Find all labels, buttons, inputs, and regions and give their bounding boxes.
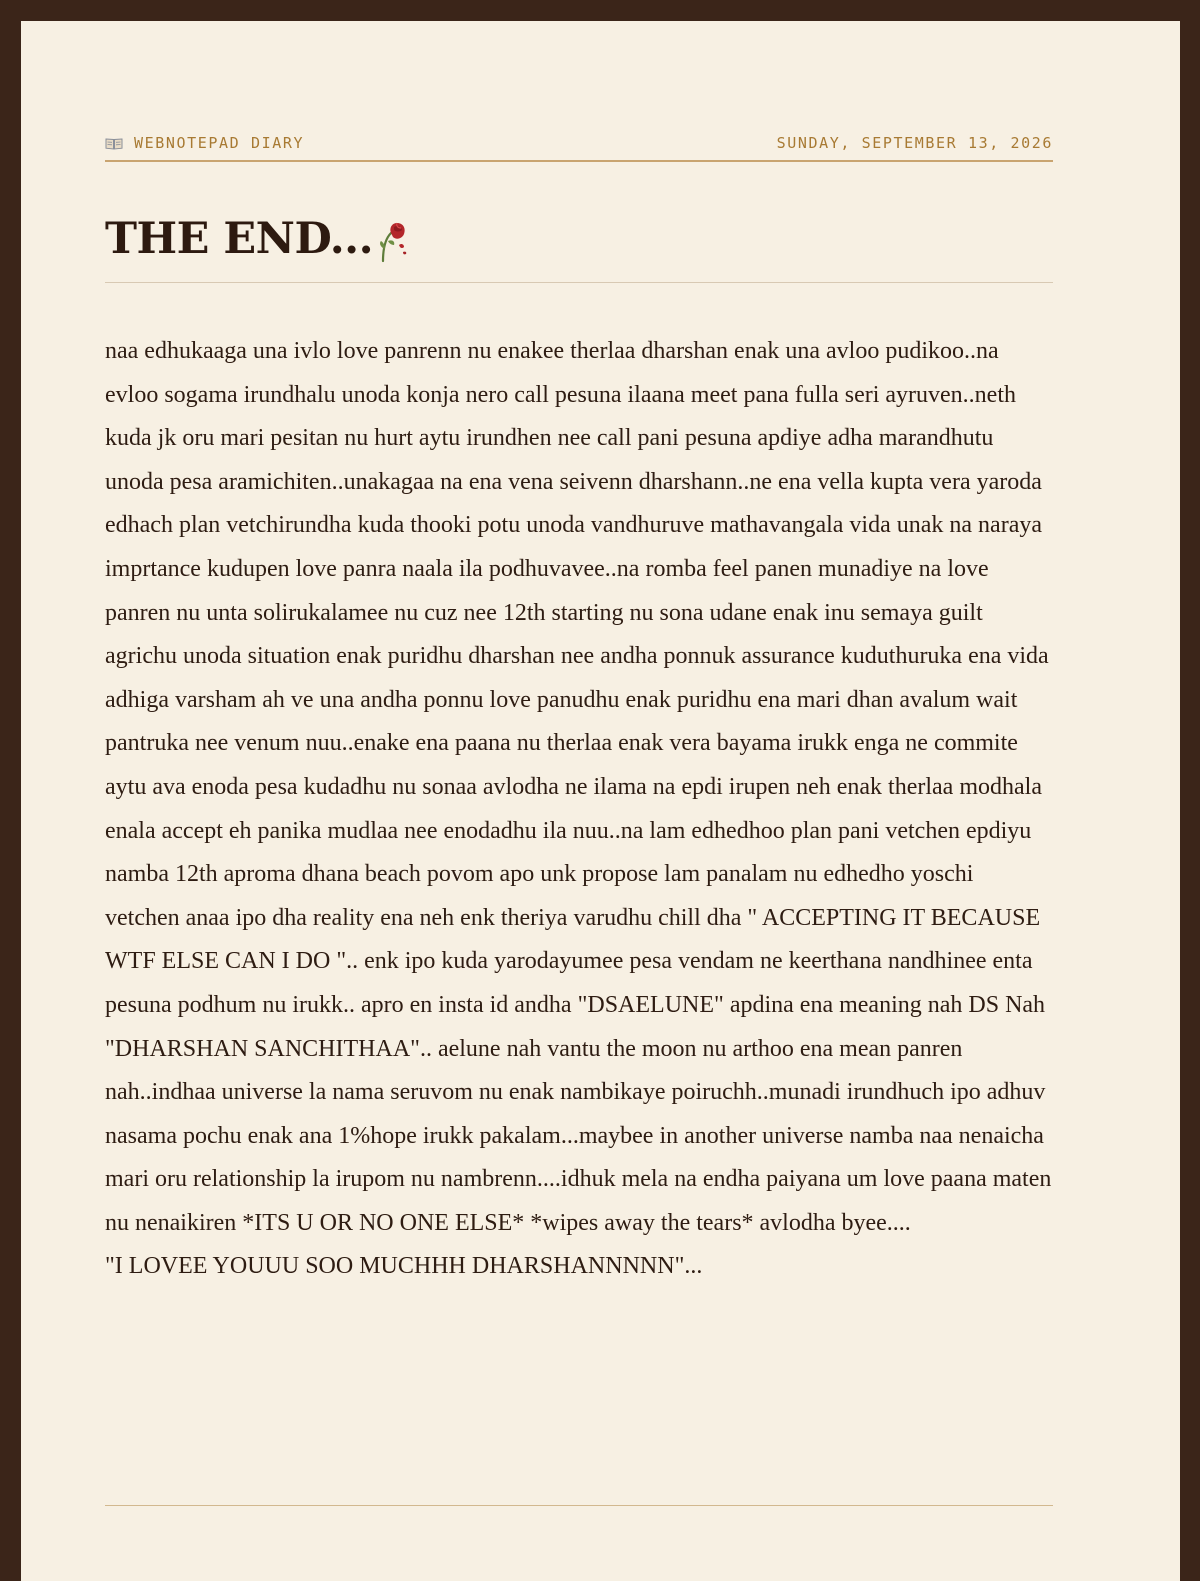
open-book-icon [105,137,123,150]
entry-body: naa edhukaaga una ivlo love panrenn nu enakee therlaa dharshan enak una avloo pudikoo..na evloo sogama irundhalu unoda konja nero call pesuna ilaana meet pana fulla seri ayruven..neth kuda jk oru mari pesitan nu hurt aytu irundhen nee call pani pesuna apdiye adha marandhutu unoda pesa aramichiten..unakagaa na ena vena seivenn dharshann..ne ena vella kupta vera yaroda edhach plan vetchirundha kuda thooki potu unoda vandhuruve mathavangala vida unak na naraya imprtance kudupen love panra naala ila podhuvavee..na romba feel panen munadiye na love panren nu unta solirukalamee nu cuz nee 12th starting nu sona udane enak inu semaya guilt agrichu unoda situation enak puridhu dharshan nee andha ponnuk assurance kuduthuruka ena vida adhiga varsham ah ve una andha ponnu love panudhu enak puridhu ena mari dhan avalum wait pantruka nee venum nuu..enake ena paana nu therlaa enak vera bayama irukk enga ne commite aytu ava enoda pesa kudadhu nu sonaa avlodha ne ilama na epdi irupen neh enak therlaa modhala enala accept eh panika mudlaa nee enodadhu ila nuu..na lam edhedhoo plan pani vetchen epdiyu namba 12th aproma dhana beach povom apo unk propose lam panalam nu edhedho yoschi vetchen anaa ipo dha reality ena neh enk theriya varudhu chill dha " ACCEPTING IT BECAUSE WTF ELSE CAN I DO ".. enk ipo kuda yarodayumee pesa vendam ne keerthana nandhinee enta pesuna podhum nu irukk.. apro en insta id andha "DSAELUNE" apdina ena meaning nah DS Nah "DHARSHAN SANCHITHAA".. aelune nah vantu the moon nu arthoo ena mean panren nah..indhaa universe la nama seruvom nu enak nambikaye poiruchh..munadi irundhuch ipo adhuv nasama pochu enak ana 1%hope irukk pakalam...maybee in another universe namba naa nenaicha mari oru relationship la irupom nu nambrenn....idhuk mela na endha paiyana um love paana maten nu nenaikiren *ITS U OR NO ONE ELSE* *wipes away the tears* avlodha byee.... "I LOVEE YOUUU SOO MUCHHH DHARSHANNNNN"... [105,330,1053,1289]
entry-title-heading [105,210,409,268]
entry-title: THE END... [105,210,373,268]
title-row [105,210,1053,283]
diary-header [105,132,1053,162]
bottom-divider [105,1505,1053,1506]
entry-date: SUNDAY, SEPTEMBER 13, 2026 [777,134,1053,152]
brand-label: WEBNOTEPAD DIARY [134,134,304,152]
wilted-rose-icon [379,219,409,263]
brand [105,134,304,152]
